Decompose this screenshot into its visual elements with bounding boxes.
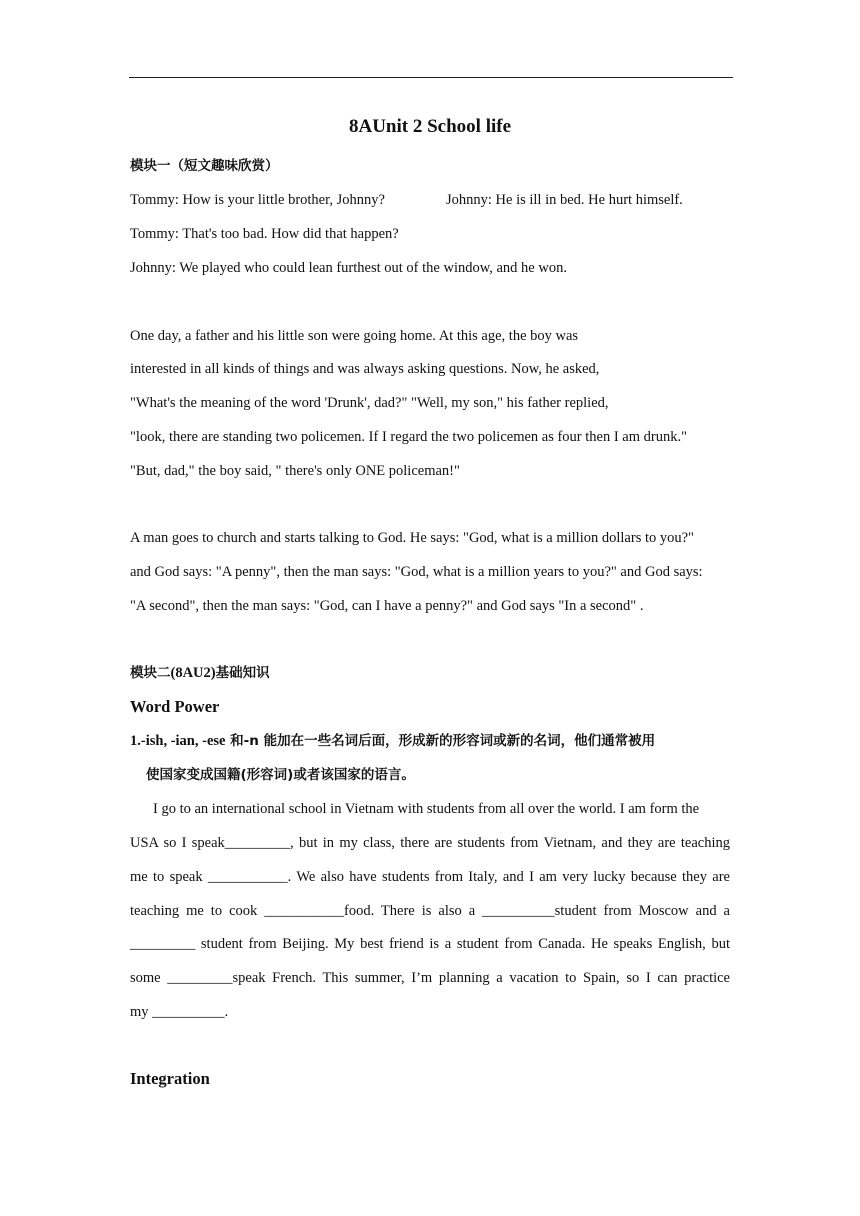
- exercise-line: some _________speak French. This summer, I’m planning a vacation to Spain, so I can practice: [130, 970, 730, 986]
- item1-suffixes: 1.-ish, -ian, -ese: [130, 733, 226, 749]
- joke3-line: A man goes to church and starts talking to God. He says: "God, what is a million dollars to you?": [130, 530, 694, 546]
- joke1-line1-right: Johnny: He is ill in bed. He hurt himself.: [446, 192, 683, 208]
- joke1-line2: Tommy: That's too bad. How did that happen?: [130, 226, 399, 242]
- word-power-heading: Word Power: [130, 697, 220, 716]
- item1-description: 和-n 能加在一些名词后面，形成新的形容词或新的名词，他们通常被用: [225, 733, 656, 749]
- module1-heading: 模块一（短文趣味欣赏）: [130, 158, 279, 174]
- joke1-line3: Johnny: We played who could lean furthest out of the window, and he won.: [130, 260, 567, 276]
- joke2-line: "What's the meaning of the word 'Drunk', dad?" "Well, my son," his father replied,: [130, 395, 609, 411]
- joke2-line: interested in all kinds of things and was always asking questions. Now, he asked,: [130, 361, 600, 377]
- joke2-line: "But, dad," the boy said, " there's only ONE policeman!": [130, 463, 460, 479]
- joke1-line1-left: Tommy: How is your little brother, Johnny?: [130, 192, 385, 208]
- header-rule: [129, 77, 733, 78]
- module2-heading-part1: 模块二: [130, 665, 171, 681]
- document-title: 8AUnit 2 School life: [348, 116, 512, 137]
- item1-line2: 使国家变成国籍(形容词)或者该国家的语言。: [146, 767, 415, 783]
- integration-heading: Integration: [130, 1069, 210, 1088]
- exercise-line: me to speak ___________. We also have students from Italy, and I am very lucky because they are: [130, 869, 730, 885]
- item1-line1: [130, 732, 655, 750]
- exercise-line: my __________.: [130, 1004, 229, 1020]
- exercise-line: _________ student from Beijing. My best friend is a student from Canada. He speaks English, but: [130, 936, 730, 952]
- exercise-line: I go to an international school in Vietnam with students from all over the world. I am form the: [153, 801, 700, 817]
- module2-heading: [130, 664, 270, 682]
- joke2-line: One day, a father and his little son were going home. At this age, the boy was: [130, 328, 579, 344]
- joke2-line: "look, there are standing two policemen. If I regard the two policemen as four then I am drunk.": [130, 429, 688, 445]
- exercise-line: teaching me to cook ___________food. There is also a __________student from Moscow and a: [130, 903, 730, 919]
- joke3-line: and God says: "A penny", then the man says: "God, what is a million years to you?" and God says:: [130, 564, 703, 580]
- module2-heading-part2: 基础知识: [215, 665, 270, 681]
- exercise-line: USA so I speak_________, but in my class, there are students from Vietnam, and they are teaching: [130, 835, 730, 851]
- joke3-line: "A second", then the man says: "God, can I have a penny?" and God says "In a second" .: [130, 598, 644, 614]
- module2-heading-code: (8AU2): [170, 665, 216, 681]
